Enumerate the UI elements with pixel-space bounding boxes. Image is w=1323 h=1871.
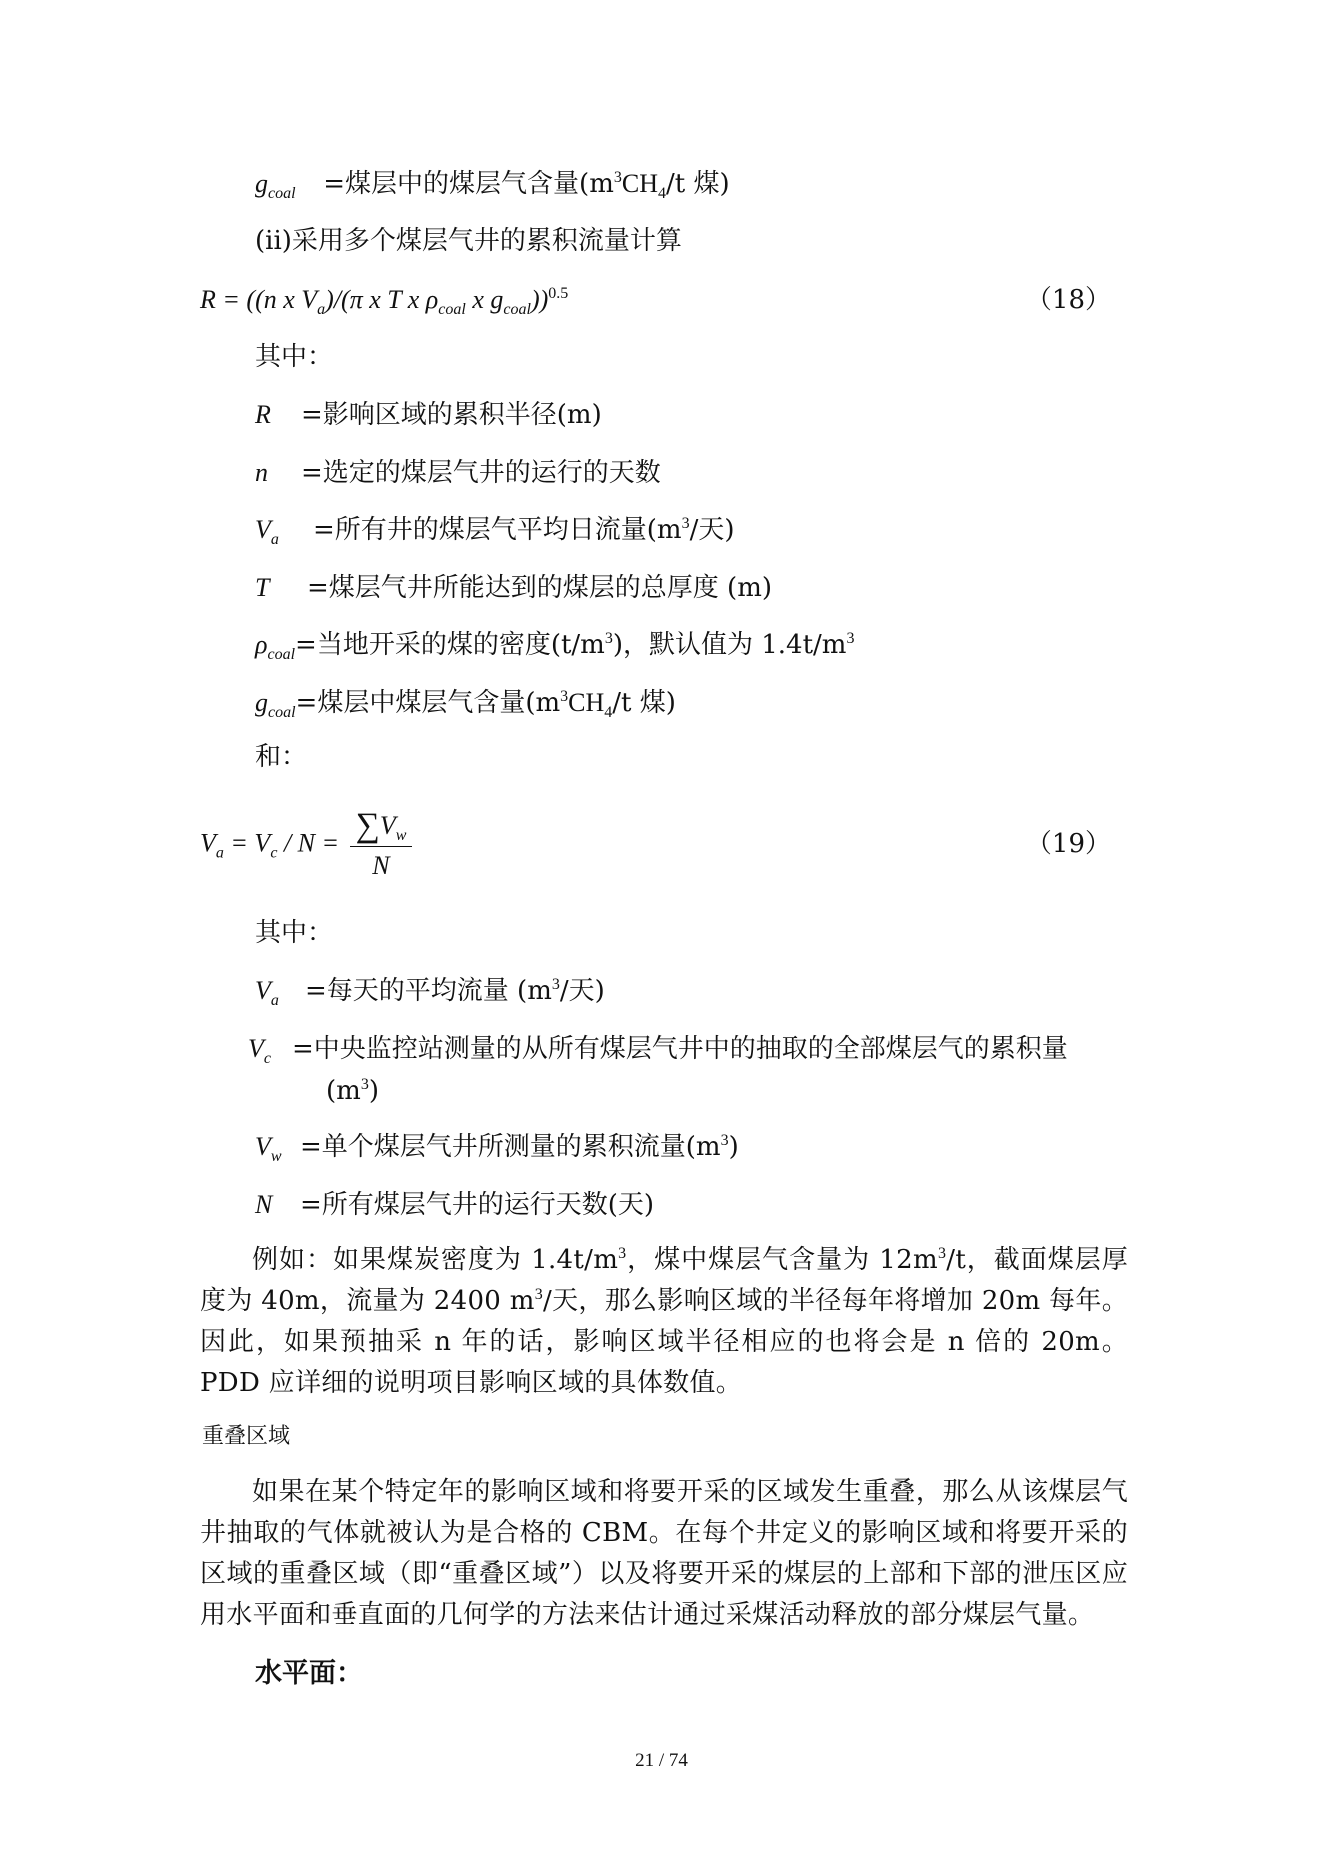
equation-19-number: （19） (1025, 829, 1111, 859)
equation-18-number: （18） (1025, 285, 1111, 315)
def-Vw (255, 1130, 739, 1164)
Va-sup: 3 (681, 515, 690, 532)
g-symbol: g (255, 688, 268, 717)
Vc-subscript: c (263, 1050, 271, 1067)
def-Vc (248, 1032, 1068, 1066)
Va-tail: /天) (689, 515, 735, 545)
eq18-sub-a: a (317, 301, 326, 318)
rho-subscript: coal (267, 646, 296, 663)
g-ch-sub: 4 (604, 704, 613, 721)
Va2-subscript: a (270, 992, 279, 1009)
R-text: =影响区域的累积半径(m) (301, 400, 602, 430)
method-ii-heading (255, 224, 682, 258)
eq19-Vw-sub: w (395, 827, 407, 844)
example-sup-b: 3 (937, 1245, 947, 1262)
g-text: =煤层中煤层气含量(m (295, 688, 561, 718)
rho-sup2: 3 (846, 630, 855, 647)
def-n (255, 456, 661, 490)
eq19-fraction (350, 808, 413, 883)
eq19-Va: V (200, 828, 216, 858)
def-rho (255, 628, 854, 662)
Vc-symbol: V (248, 1034, 264, 1063)
example-part-c: /t，截面煤层厚度为 40m，流量为 2400 m (200, 1245, 1129, 1316)
Vw-symbol: V (255, 1132, 271, 1161)
eq19-div: / N = (277, 828, 346, 858)
eq18-exponent: 0.5 (548, 285, 569, 302)
def-N (255, 1188, 654, 1222)
gcoal-symbol: g (255, 169, 268, 198)
Vw-subscript: w (270, 1148, 282, 1165)
gcoal-tail: /t 煤) (665, 169, 730, 199)
example-part-b: ，煤中煤层气含量为 12m (626, 1245, 938, 1275)
def-R (255, 398, 602, 432)
n-symbol: n (255, 458, 268, 487)
eq19-denominator: N (372, 851, 390, 880)
rho-sup: 3 (604, 630, 613, 647)
eq19-Vc-sub: c (270, 844, 278, 862)
rho-mid: )，默认值为 1.4t/m (612, 630, 847, 660)
def-Vc-cont (326, 1074, 379, 1108)
Vc-cont-tail: ) (368, 1076, 379, 1106)
equation-18 (200, 283, 568, 317)
eq19-Vc: = V (223, 828, 271, 858)
Va-text: =所有井的煤层气平均日流量(m (313, 515, 682, 545)
sigma-symbol: ∑ (355, 807, 380, 844)
Vw-sup: 3 (720, 1132, 729, 1149)
Va2-tail: /天) (559, 976, 605, 1006)
example-part-d: /天，那么影响区域的半径每年将增加 20m 每年。因此，如果预抽采 n 年的话，影响区域半径相应的也将会是 n 倍的 20m。PDD 应详细的说明项目影响区域的具体数值。 (200, 1286, 1128, 1398)
where-label-1: 其中： (255, 342, 334, 372)
R-symbol: R (255, 400, 271, 429)
eq18-sub-b: coal (438, 301, 466, 318)
example-sup-a: 3 (618, 1245, 627, 1262)
equation-19 (200, 808, 412, 883)
T-text: =煤层气井所能达到的煤层的总厚度 (m) (307, 573, 772, 603)
Vw-tail: ) (728, 1132, 739, 1162)
Vc-text: =中央监控站测量的从所有煤层气井中的抽取的全部煤层气的累积量 (292, 1034, 1068, 1064)
overlap-heading: 重叠区域 (202, 1424, 291, 1449)
g-sup: 3 (560, 688, 569, 705)
where-label-2: 其中： (255, 918, 334, 948)
Vc-cont: (m (326, 1076, 361, 1106)
gcoal-ch-sub: 4 (657, 185, 666, 202)
method-ii-text: (ii)采用多个煤层气井的累积流量计算 (255, 226, 682, 256)
rho-text: =当地开采的煤的密度(t/m (295, 630, 605, 660)
def-Va (255, 513, 735, 547)
Vw-text: =单个煤层气井所测量的累积流量(m (300, 1132, 721, 1162)
eq19-Vw: V (379, 811, 396, 840)
eq18-sub-c: coal (503, 301, 531, 318)
gcoal-definition (255, 167, 730, 201)
N-text: =所有煤层气井的运行天数(天) (300, 1190, 655, 1220)
n-text: =选定的煤层气井的运行的天数 (301, 458, 661, 488)
eq18-part-b: )/(π x T x ρ (325, 285, 439, 314)
gcoal-ch: CH (621, 169, 658, 198)
Va2-text: =每天的平均流量 (m (305, 976, 552, 1006)
example-paragraph (200, 1240, 1128, 1404)
def-gcoal (255, 686, 676, 720)
Vc-sup: 3 (360, 1076, 369, 1093)
gcoal-sup: 3 (613, 169, 622, 186)
Va-subscript: a (270, 531, 279, 548)
gcoal-subscript: coal (268, 185, 296, 202)
example-part-a: 例如：如果煤炭密度为 1.4t/m (252, 1245, 619, 1275)
eq18-part-a: R = ((n x V (200, 285, 318, 314)
overlap-paragraph: 如果在某个特定年的影响区域和将要开采的区域发生重叠，那么从该煤层气井抽取的气体就被认为是合格的 CBM。在每个井定义的影响区域和将要开采的区域的重叠区域（即“重叠区域”）以及将要开采的煤层的上部和下部的泄压区应用水平面和垂直面的几何学的方法来估计通过采煤活动释放的部分煤层气量。 (200, 1477, 1128, 1630)
rho-symbol: ρ (255, 630, 268, 659)
eq18-part-c: x g (465, 285, 504, 314)
def-T (255, 571, 772, 605)
eq19-numerator (350, 808, 413, 847)
g-subscript: coal (268, 704, 296, 721)
gcoal-text: =煤层中的煤层气含量(m (323, 169, 614, 199)
N-symbol: N (255, 1190, 273, 1219)
Va2-symbol: V (255, 976, 271, 1005)
g-ch: CH (568, 688, 605, 717)
eq18-part-d: )) (530, 285, 549, 314)
example-sup-c: 3 (534, 1286, 543, 1303)
T-symbol: T (255, 573, 270, 602)
Va-symbol: V (255, 515, 271, 544)
eq19-Va-sub: a (215, 844, 224, 862)
g-tail: /t 煤) (612, 688, 676, 718)
Va2-sup: 3 (551, 976, 560, 993)
and-label: 和： (255, 742, 308, 772)
horizontal-heading: 水平面： (255, 1658, 363, 1689)
def-Va-2 (255, 974, 605, 1008)
page-number: 21 / 74 (635, 1750, 688, 1771)
